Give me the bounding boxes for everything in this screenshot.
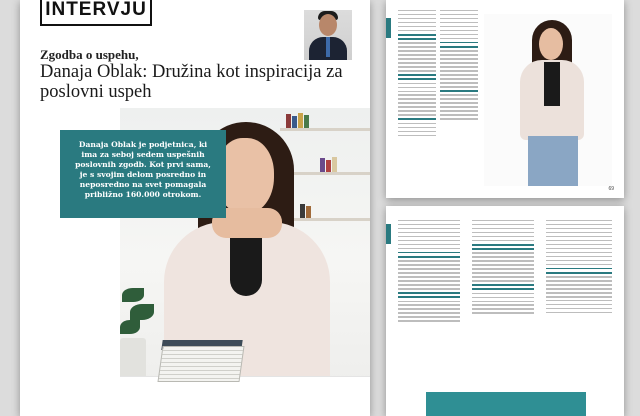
section-marker bbox=[386, 18, 391, 38]
text-column bbox=[472, 220, 534, 316]
pullquote-box bbox=[60, 130, 226, 218]
magazine-brand: INTERVJU bbox=[40, 0, 152, 26]
text-column bbox=[546, 220, 612, 316]
text-column bbox=[398, 10, 436, 139]
author-portrait-icon bbox=[304, 10, 352, 60]
advertisement-banner-icon bbox=[426, 392, 586, 416]
text-column bbox=[440, 10, 478, 122]
main-article-page bbox=[20, 0, 370, 416]
page-number: 69 bbox=[608, 186, 614, 192]
standing-portrait-icon bbox=[484, 14, 612, 186]
pullquote-text: Danaja Oblak je podjetnica, ki ima za seboj sedem uspešnih poslovnih zgodb. Kot prvi sama, je s svojim delom posredno in neposredno na svet pomagala približno 160.000 otrokom. bbox=[75, 140, 211, 199]
continuation-page-top bbox=[386, 0, 624, 198]
article-kicker: Zgodba o uspehu, bbox=[40, 47, 139, 62]
continuation-page-bottom bbox=[386, 206, 624, 416]
text-column bbox=[398, 220, 460, 324]
section-marker bbox=[386, 224, 391, 244]
article-headline: Danaja Oblak: Družina kot inspiracija za poslovni uspeh bbox=[40, 62, 343, 102]
